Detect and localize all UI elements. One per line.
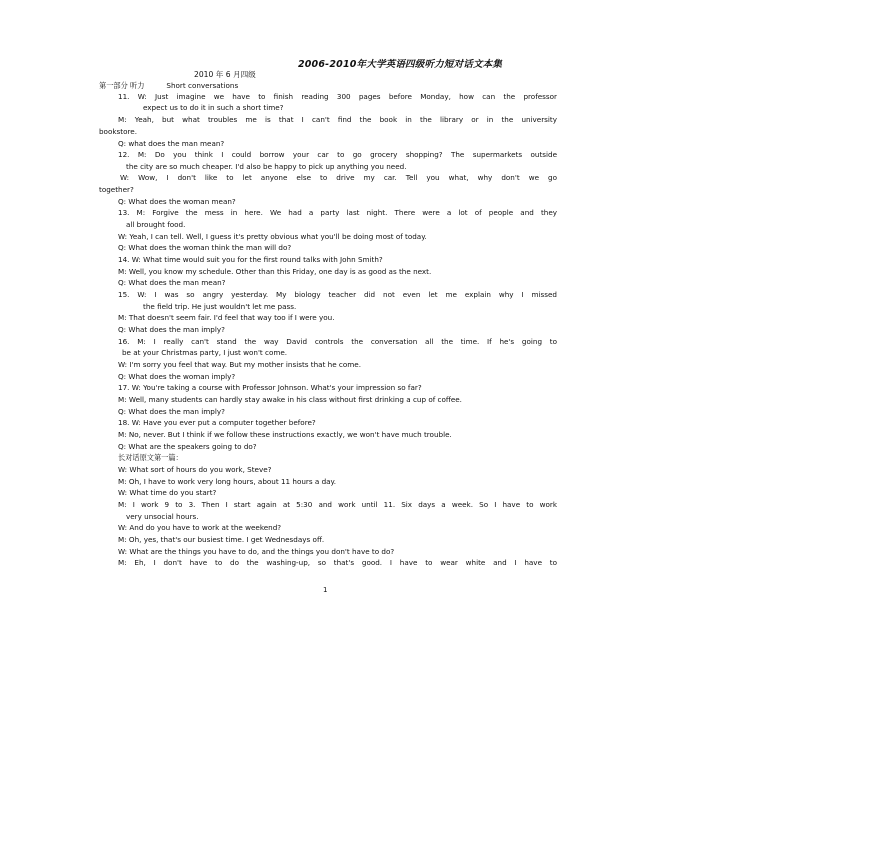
section-title-cn: 第一部分 听力 bbox=[99, 81, 145, 90]
transcript-line: W: Yeah, I can tell. Well, I guess it's pretty obvious what you'll be doing most of today. bbox=[118, 232, 427, 241]
transcript-line: M: Well, you know my schedule. Other than this Friday, one day is as good as the next. bbox=[118, 267, 432, 276]
transcript-line: 12. M: Do you think I could borrow your car to go grocery shopping? The supermarkets outside bbox=[118, 150, 557, 159]
transcript-line: together? bbox=[99, 185, 134, 194]
transcript-line: M: Yeah, but what troubles me is that I can't find the book in the library or in the university bbox=[118, 115, 557, 124]
transcript-line: Q: What does the woman mean? bbox=[118, 197, 236, 206]
transcript-line: 14. W: What time would suit you for the first round talks with John Smith? bbox=[118, 255, 383, 264]
transcript-line: 长对话原文第一篇： bbox=[118, 453, 183, 462]
transcript-line: 15. W: I was so angry yesterday. My biology teacher did not even let me explain why I missed bbox=[118, 290, 557, 299]
transcript-line: Q: What does the woman think the man will do? bbox=[118, 243, 292, 252]
transcript-line: Q: What does the man imply? bbox=[118, 325, 225, 334]
transcript-line: M: No, never. But I think if we follow these instructions exactly, we won't have much trouble. bbox=[118, 430, 452, 439]
transcript-line: be at your Christmas party, I just won't come. bbox=[122, 348, 288, 357]
section-heading bbox=[99, 81, 238, 90]
transcript-line: 18. W: Have you ever put a computer together before? bbox=[118, 418, 316, 427]
transcript-line: expect us to do it in such a short time? bbox=[143, 103, 284, 112]
transcript-line: W: Wow, I don't like to let anyone else to drive my car. Tell you what, why don't we go bbox=[120, 173, 557, 182]
transcript-line: very unsocial hours. bbox=[126, 512, 199, 521]
transcript-line: M: I work 9 to 3. Then I start again at 5:30 and work until 11. Six days a week. So I have to work bbox=[118, 500, 557, 509]
page-number: 1 bbox=[323, 586, 328, 594]
transcript-line: Q: What does the man mean? bbox=[118, 278, 226, 287]
transcript-line: 13. M: Forgive the mess in here. We had a party last night. There were a lot of people and they bbox=[118, 208, 557, 217]
transcript-line: Q: What are the speakers going to do? bbox=[118, 442, 257, 451]
transcript-line: M: Oh, I have to work very long hours, about 11 hours a day. bbox=[118, 477, 337, 486]
transcript-line: M: That doesn't seem fair. I'd feel that way too if I were you. bbox=[118, 313, 335, 322]
transcript-line: Q: What does the man imply? bbox=[118, 407, 225, 416]
transcript-line: M: Oh, yes, that's our busiest time. I get Wednesdays off. bbox=[118, 535, 325, 544]
transcript-line: the city are so much cheaper. I'd also be happy to pick up anything you need. bbox=[126, 162, 407, 171]
transcript-line: W: What sort of hours do you work, Steve? bbox=[118, 465, 272, 474]
transcript-line: bookstore. bbox=[99, 127, 137, 136]
transcript-line: W: What are the things you have to do, and the things you don't have to do? bbox=[118, 547, 395, 556]
transcript-line: W: I'm sorry you feel that way. But my mother insists that he come. bbox=[118, 360, 361, 369]
transcript-line: W: And do you have to work at the weekend? bbox=[118, 523, 282, 532]
transcript-line: 11. W: Just imagine we have to finish reading 300 pages before Monday, how can the professor bbox=[118, 92, 557, 101]
transcript-line: Q: what does the man mean? bbox=[118, 139, 225, 148]
transcript-line: M: Well, many students can hardly stay awake in his class without first drinking a cup of coffee. bbox=[118, 395, 462, 404]
document-title: 2006-2010年大学英语四级听力短对话文本集 bbox=[297, 59, 503, 70]
transcript-line: 17. W: You're taking a course with Professor Johnson. What's your impression so far? bbox=[118, 383, 422, 392]
transcript-line: Q: What does the woman imply? bbox=[118, 372, 236, 381]
transcript-line: all brought food. bbox=[126, 220, 186, 229]
transcript-line: the field trip. He just wouldn't let me pass. bbox=[143, 302, 297, 311]
exam-date: 2010 年 6 月四级 bbox=[194, 70, 256, 79]
transcript-line: 16. M: I really can't stand the way David controls the conversation all the time. If he's going to bbox=[118, 337, 557, 346]
section-title-en: Short conversations bbox=[166, 81, 239, 90]
transcript-line: W: What time do you start? bbox=[118, 488, 217, 497]
transcript-line: M: Eh, I don't have to do the washing-up, so that's good. I have to wear white and I have to bbox=[118, 558, 557, 567]
